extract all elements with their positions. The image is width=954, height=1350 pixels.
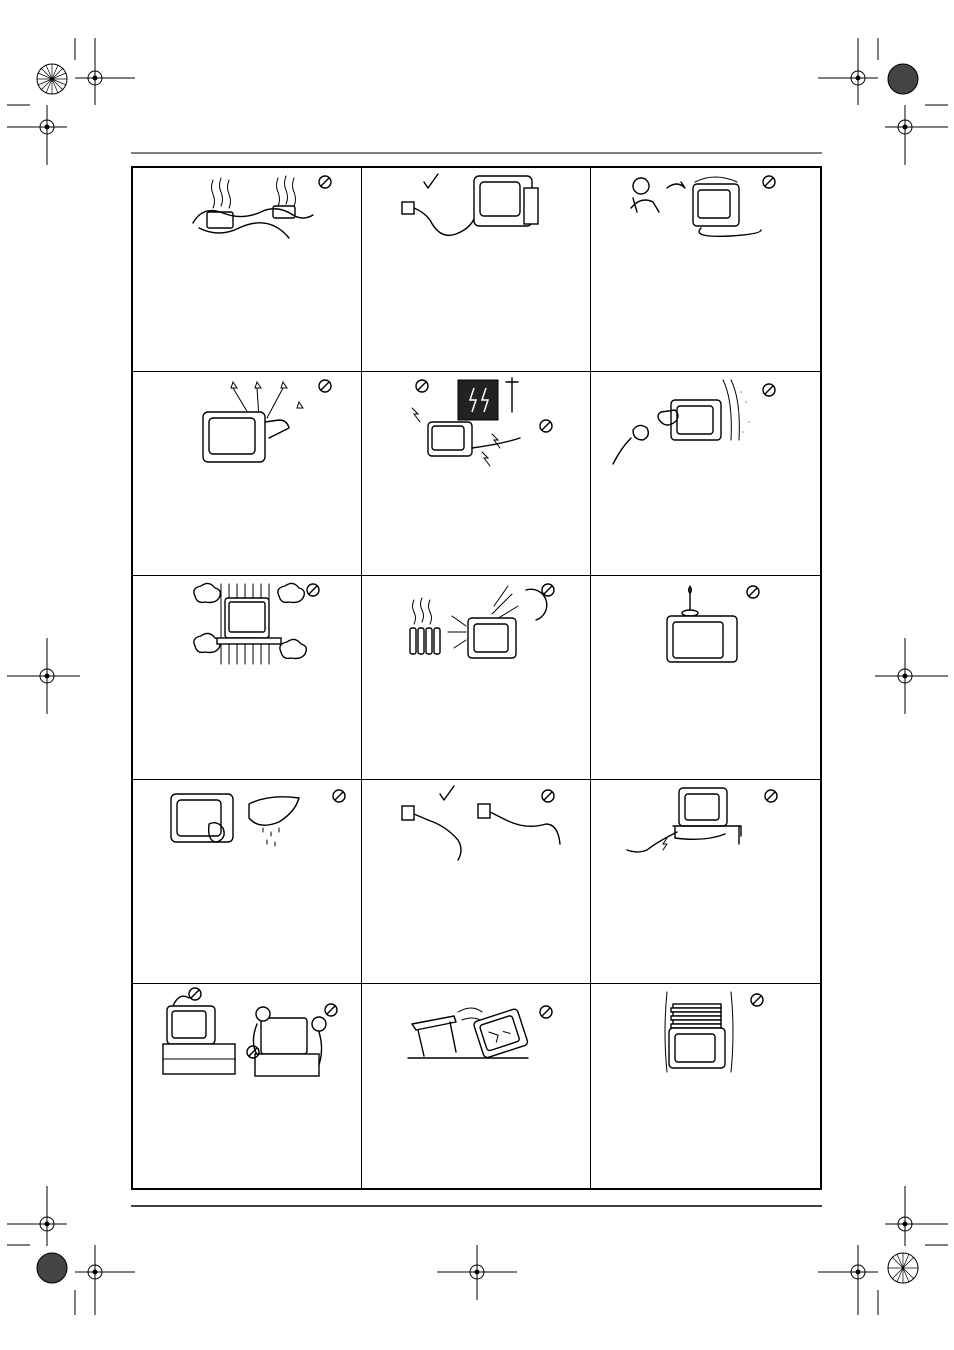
crosshair-mark [885,1186,948,1246]
crosshair-mark [437,1245,517,1300]
prohibited-icon [416,380,428,392]
checkmark-icon [440,786,454,800]
cell-unstable-surface [362,984,591,1188]
prohibited-icon [307,584,319,596]
registration-mark-bottom-left [37,1253,67,1283]
cell-children-climbing [133,984,362,1188]
registration-mark-bottom-right [888,1253,918,1283]
prohibited-icon [542,790,554,802]
prohibited-icon [747,586,759,598]
cell-moisture-steam [591,372,820,576]
crosshair-mark [818,1245,878,1315]
registration-mark-top-left [37,64,67,94]
prohibited-icon [319,176,331,188]
cell-pull-plug-not-cord [362,780,591,984]
cell-blocked-ventilation [133,576,362,780]
prohibited-icon [763,176,775,188]
cell-do-not-disassemble [591,168,820,372]
crosshair-mark [75,1245,135,1315]
prohibited-icon [540,420,552,432]
crosshair-mark [875,638,948,714]
prohibited-icon [325,1004,337,1016]
prohibited-icon [751,994,763,1006]
cell-wet-cloth-cleaning [133,780,362,984]
crosshair-mark [885,105,948,165]
checkmark-icon [424,174,438,188]
prohibited-icon [542,584,554,596]
prohibited-icon [763,384,775,396]
crosshair-mark [7,105,67,165]
prohibited-icon [319,380,331,392]
cell-heavy-objects-on-top [591,984,820,1188]
cell-cord-near-heat [133,168,362,372]
cell-damaged-cord [591,780,820,984]
cell-plug-into-outlet [362,168,591,372]
prohibited-icon [333,790,345,802]
cell-candle-on-top [591,576,820,780]
cell-lightning-storm [362,372,591,576]
crosshair-mark [7,1186,67,1246]
cell-heat-and-sunlight [362,576,591,780]
cell-objects-inside-tv [133,372,362,576]
crosshair-mark [818,38,878,105]
registration-mark-top-right [888,64,918,94]
safety-illustration-grid [131,166,822,1190]
crosshair-mark [7,638,80,714]
prohibited-icon [765,790,777,802]
prohibited-icon [247,1046,259,1058]
crosshair-mark [75,38,135,105]
prohibited-icon [189,988,201,1000]
prohibited-icon [540,1006,552,1018]
